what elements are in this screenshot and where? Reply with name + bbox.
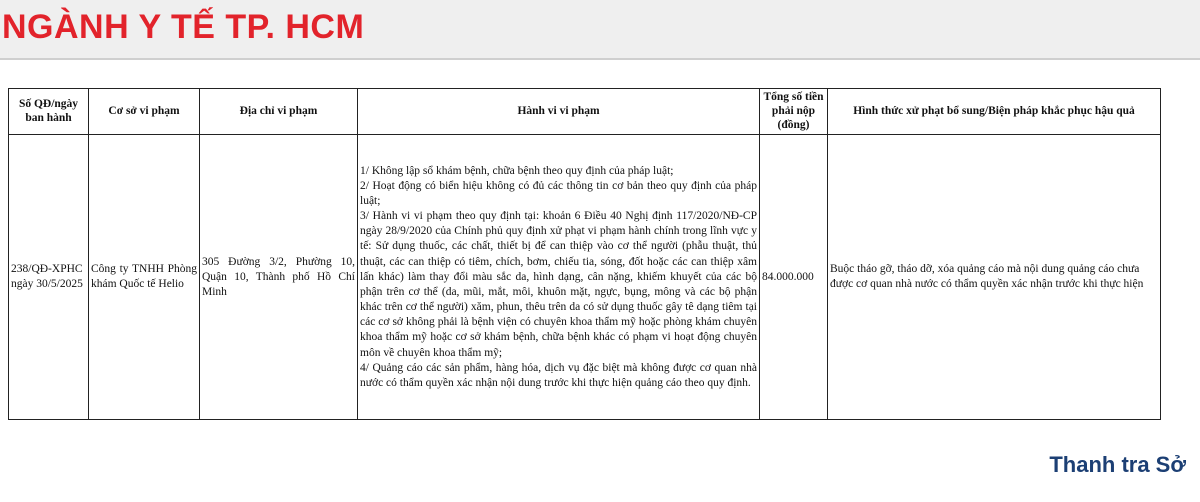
violations-table [8, 88, 1161, 420]
header-facility: Cơ sở vi phạm [89, 89, 200, 135]
header-decision: Số QĐ/ngày ban hành [9, 89, 89, 135]
header-remedy: Hình thức xử phạt bổ sung/Biện pháp khắc phục hậu quả [828, 89, 1161, 135]
table-header-row [9, 89, 1161, 135]
footer-brand: Thanh tra Sở [1049, 452, 1186, 477]
header-fine: Tổng số tiền phải nộp (đồng) [760, 89, 828, 135]
cell-address: 305 Đường 3/2, Phường 10, Quận 10, Thành phố Hồ Chí Minh [200, 135, 358, 420]
header-banner [0, 0, 1200, 58]
cell-violations [358, 135, 760, 420]
banner-divider [0, 58, 1200, 60]
violation-item-1: 1/ Không lập sổ khám bệnh, chữa bệnh theo quy định của pháp luật; [360, 164, 674, 177]
cell-fine: 84.000.000 [760, 135, 828, 420]
cell-facility: Công ty TNHH Phòng khám Quốc tế Helio [89, 135, 200, 420]
violation-item-2: 2/ Hoạt động có biển hiệu không có đủ các thông tin cơ bản theo quy định của pháp luật; [360, 179, 757, 207]
cell-remedy: Buộc tháo gỡ, tháo dỡ, xóa quảng cáo mà nội dung quảng cáo chưa được cơ quan nhà nước có thẩm quyền xác nhận trước khi thực hiện [828, 135, 1161, 420]
cell-decision: 238/QĐ-XPHC ngày 30/5/2025 [9, 135, 89, 420]
table-row [9, 135, 1161, 420]
header-violations: Hành vi vi phạm [358, 89, 760, 135]
violation-item-3: 3/ Hành vi vi phạm theo quy định tại: khoản 6 Điều 40 Nghị định 117/2020/NĐ-CP ngày 28/9/2020 của Chính phủ quy định xử phạt vi phạm hành chính trong lĩnh vực y tế: Sử dụng thuốc, các chất, thiết bị để can thiệp vào cơ thể người (phẫu thuật, thủ thuật, các can thiệp có tiêm, chích, bơm, chiếu tia, sóng, đốt hoặc các can thiệp xâm lấn khác) làm thay đổi màu sắc da, hình dạng, cân nặng, khiếm khuyết của các bộ phận trên cơ thể (da, mũi, mắt, môi, khuôn mặt, ngực, bụng, mông và các bộ phận khác trên cơ thể người) xăm, phun, thêu trên da có sử dụng thuốc gây tê dạng tiêm tại các cơ sở không phải là bệnh viện có chuyên khoa thẩm mỹ hoặc phòng khám chuyên khoa thẩm mỹ hoặc cơ sở khám bệnh, chữa bệnh khác có phạm vi hoạt động chuyên môn về chuyên khoa thẩm mỹ; [360, 210, 757, 359]
header-address: Địa chỉ vi phạm [200, 89, 358, 135]
violation-item-4: 4/ Quảng cáo các sản phẩm, hàng hóa, dịch vụ đặc biệt mà không được cơ quan nhà nước có thẩm quyền xác nhận nội dung trước khi thực hiện quảng cáo theo quy định. [360, 361, 757, 389]
banner-title: NGÀNH Y TẾ TP. HCM [2, 8, 365, 46]
